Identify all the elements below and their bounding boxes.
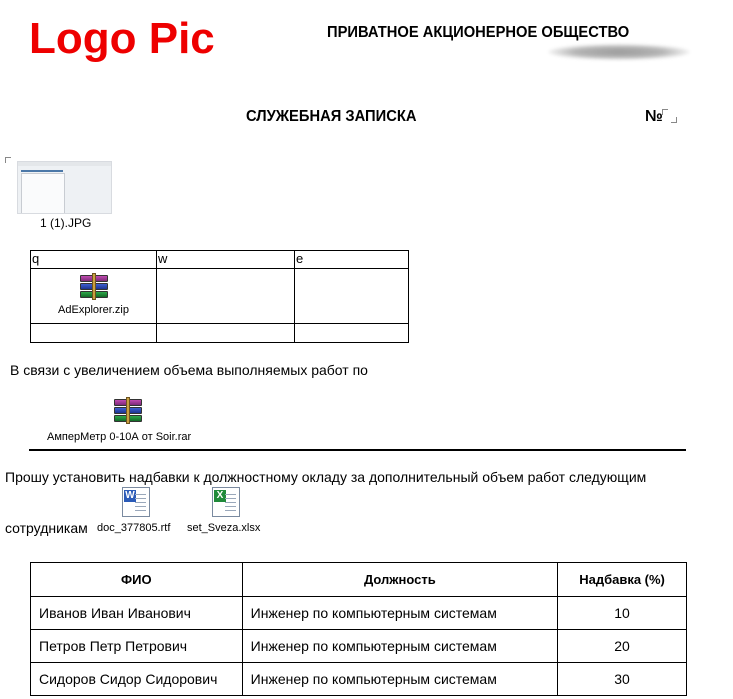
employee-name[interactable]: Петров Петр Петрович bbox=[31, 630, 243, 663]
zip-attachment-label: AdExplorer.zip bbox=[58, 304, 129, 316]
employee-bonus[interactable]: 30 bbox=[558, 663, 687, 696]
body-paragraph-3 bbox=[5, 520, 88, 536]
column-header-bonus: Надбавка (%) bbox=[558, 563, 687, 597]
table-row bbox=[31, 663, 687, 696]
table-cell[interactable] bbox=[295, 324, 409, 343]
table-header-row bbox=[31, 563, 687, 597]
rar-attachment-label[interactable]: АмперМетр 0-10А от Soir.rar bbox=[47, 431, 192, 443]
column-header-name: ФИО bbox=[31, 563, 243, 597]
horizontal-rule bbox=[29, 449, 686, 451]
employee-position[interactable]: Инженер по компьютерным системам bbox=[242, 630, 557, 663]
table-cell[interactable] bbox=[295, 269, 409, 324]
body-paragraph-1: В связи с увеличением объема выполняемых работ по bbox=[10, 362, 368, 378]
table-header-cell[interactable]: q bbox=[31, 251, 157, 269]
table-header-cell[interactable]: w bbox=[157, 251, 295, 269]
word-document-icon: W bbox=[122, 487, 150, 517]
excel-attachment[interactable] bbox=[212, 487, 240, 517]
paragraph-prefix: сотрудникам bbox=[5, 520, 88, 536]
word-attachment[interactable] bbox=[122, 487, 150, 517]
employee-bonus[interactable]: 10 bbox=[558, 597, 687, 630]
rar-attachment[interactable] bbox=[112, 397, 144, 427]
employee-bonus[interactable]: 20 bbox=[558, 630, 687, 663]
embedded-table bbox=[30, 250, 409, 343]
zip-attachment[interactable] bbox=[31, 269, 157, 324]
employee-name[interactable]: Сидоров Сидор Сидорович bbox=[31, 663, 243, 696]
body-paragraph-2: Прошу установить надбавки к должностному окладу за дополнительный объем работ следующим bbox=[5, 469, 647, 485]
table-header-cell[interactable]: e bbox=[295, 251, 409, 269]
logo: Logo Pic bbox=[29, 14, 215, 63]
column-header-position: Должность bbox=[242, 563, 557, 597]
image-attachment-label[interactable]: 1 (1).JPG bbox=[40, 216, 92, 230]
staff-bonus-table bbox=[30, 562, 687, 696]
word-attachment-label[interactable]: doc_377805.rtf bbox=[97, 522, 171, 534]
table-row bbox=[31, 597, 687, 630]
table-row bbox=[31, 630, 687, 663]
table-cell[interactable] bbox=[31, 324, 157, 343]
field-marker-end-icon bbox=[671, 117, 677, 123]
winrar-archive-icon bbox=[112, 397, 144, 427]
redacted-company-suffix bbox=[548, 44, 690, 60]
document-number-label: № bbox=[645, 108, 663, 125]
field-marker-start-icon bbox=[5, 157, 11, 163]
table-cell[interactable] bbox=[157, 269, 295, 324]
excel-document-icon: X bbox=[212, 487, 240, 517]
employee-position[interactable]: Инженер по компьютерным системам bbox=[242, 663, 557, 696]
employee-name[interactable]: Иванов Иван Иванович bbox=[31, 597, 243, 630]
winrar-archive-icon bbox=[78, 273, 110, 303]
document-title: СЛУЖЕБНАЯ ЗАПИСКА bbox=[246, 108, 417, 125]
company-name: ПРИВАТНОЕ АКЦИОНЕРНОЕ ОБЩЕСТВО bbox=[327, 24, 630, 41]
image-attachment-thumbnail[interactable] bbox=[17, 161, 112, 214]
field-marker-start-icon bbox=[662, 109, 668, 115]
excel-attachment-label[interactable]: set_Sveza.xlsx bbox=[187, 522, 261, 534]
table-cell[interactable] bbox=[157, 324, 295, 343]
employee-position[interactable]: Инженер по компьютерным системам bbox=[242, 597, 557, 630]
